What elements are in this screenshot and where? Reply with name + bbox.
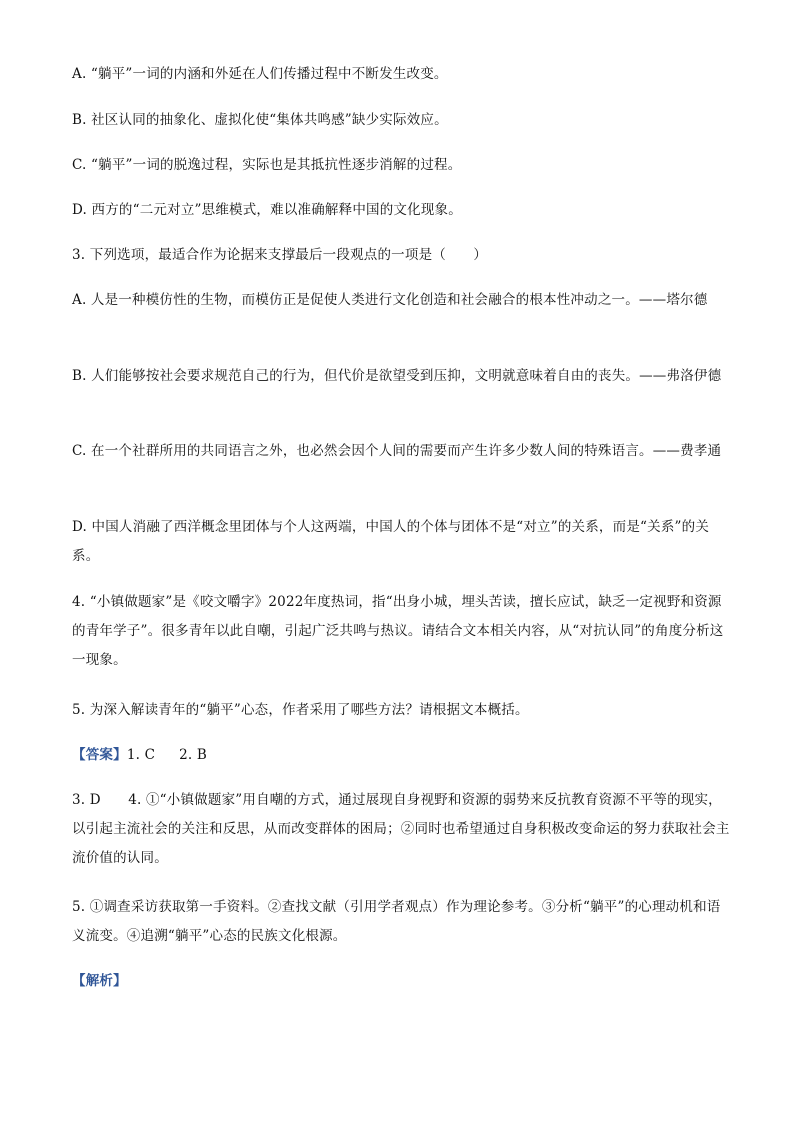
option-b-q2: B. 社区认同的抽象化、虚拟化使“集体共鸣感”缺少实际效应。 xyxy=(72,112,448,128)
option-c-q3: C. 在一个社群所用的共同语言之外，也必然会因个人间的需要而产生许多少数人间的特殊语言。——费孝通 xyxy=(72,443,722,459)
question-4: 4. “小镇做题家”是《咬文嚼字》2022年度热词，指“出身小城，埋头苦读，擅长应试，缺乏一定视野和资源的青年学子”。很多青年以此自嘲，引起广泛共鸣与热议。请结合文本相关内容，从“对抗认同”的角度分析这一现象。 xyxy=(72,594,724,668)
analysis-label: 【解析】 xyxy=(72,973,127,989)
answer-3-4: 3. D 4. ①“小镇做题家”用自嘲的方式，通过展现自身视野和资源的弱势来反抗教育资源不平等的现实，以引起主流社会的关注和反思，从而改变群体的困局；②同时也希望通过自身积极改变命运的努力获取社会主流价值的认同。 xyxy=(72,792,730,866)
answer-line-1 xyxy=(72,741,732,770)
answer-label: 【答案】 xyxy=(72,747,127,763)
option-d-q2: D. 西方的“二元对立”思维模式，难以准确解释中国的文化现象。 xyxy=(72,202,462,218)
question-5: 5. 为深入解读青年的“躺平”心态，作者采用了哪些方法？请根据文本概括。 xyxy=(72,702,529,718)
option-b-q3: B. 人们能够按社会要求规范自己的行为，但代价是欲望受到压抑，文明就意味着自由的丧失。——弗洛伊德 xyxy=(72,368,722,384)
option-c-q2: C. “躺平”一词的脱逸过程，实际也是其抵抗性逐步消解的过程。 xyxy=(72,157,462,173)
question-3-stem: 3. 下列选项，最适合作为论据来支撑最后一段观点的一项是（ ） xyxy=(72,247,488,263)
option-a-q2: A. “躺平”一词的内涵和外延在人们传播过程中不断发生改变。 xyxy=(72,66,448,82)
answer-5: 5. ①调查采访获取第一手资料。②查找文献（引用学者观点）作为理论参考。③分析“躺平”的心理动机和语义流变。④追溯“躺平”心态的民族文化根源。 xyxy=(72,899,721,944)
answer-2: 2. B xyxy=(179,747,208,763)
answer-1: 1. C xyxy=(126,747,156,763)
option-d-q3: D. 中国人消融了西洋概念里团体与个人这两端，中国人的个体与团体不是“对立”的关系，而是“关系”的关系。 xyxy=(72,519,710,564)
option-a-q3: A. 人是一种模仿性的生物，而模仿正是促使人类进行文化创造和社会融合的根本性冲动之一。——塔尔德 xyxy=(72,292,708,308)
